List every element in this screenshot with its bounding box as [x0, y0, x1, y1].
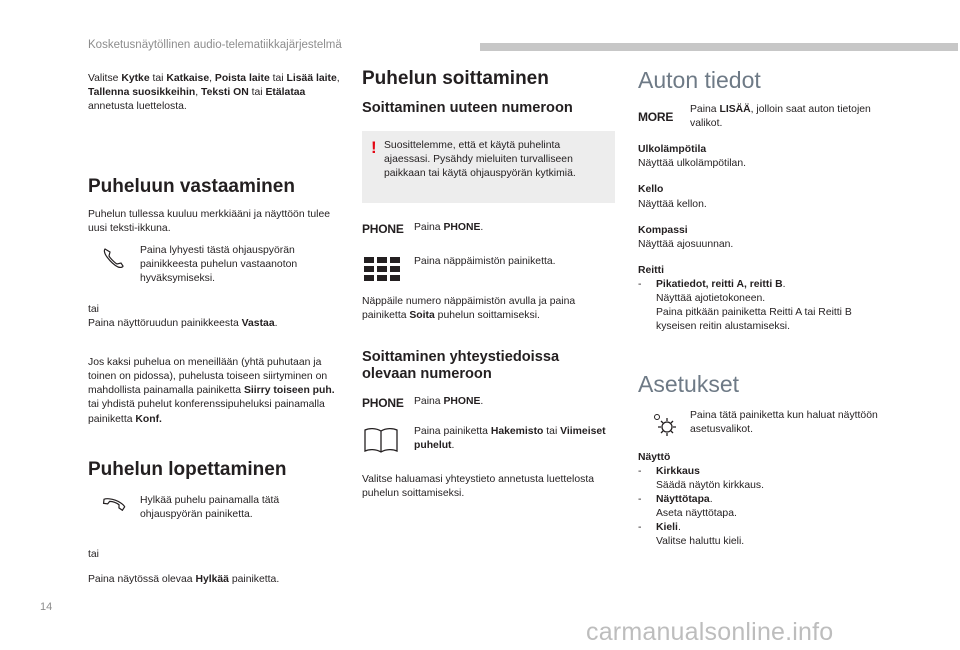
text-run: ,: [209, 73, 215, 84]
car-info-item: [638, 183, 890, 211]
end-alt-text: [88, 573, 340, 587]
text-run: Paina painiketta: [414, 425, 491, 437]
phone-row-1-text: [414, 221, 483, 235]
text-run: Jos kaksi puhelua on meneillään (yhtä puhutaan ja toinen on pidossa), puhelusta toiseen siirtyminen on mahdollista painamalla painiketta: [88, 357, 328, 397]
column-middle: [362, 68, 615, 501]
column-right: [638, 68, 890, 550]
bold-run: PHONE: [443, 395, 481, 407]
settings-icon-row: [638, 409, 890, 439]
more-icon: [638, 103, 690, 125]
settings-item-content: [656, 521, 744, 549]
answer-heading: Puheluun vastaaminen: [88, 176, 295, 198]
text-run: tai: [149, 73, 167, 84]
header-bar: [480, 43, 958, 51]
item-text: Näyttää ajosuunnan.: [638, 238, 734, 250]
phone-icon-label: PHONE: [362, 221, 404, 236]
text-run: .: [677, 522, 681, 534]
text-run: , jolloin saat auton tietojen valikot.: [690, 104, 871, 130]
text-run: painiketta.: [228, 573, 280, 585]
route-label: Reitti: [638, 264, 664, 276]
answer-icon-row: [88, 244, 340, 286]
route-dash-row: [638, 278, 890, 334]
settings-list-item: [638, 493, 890, 521]
text-run: .: [782, 278, 786, 290]
text-run: tai yhdistä puhelut konferenssipuheluksi painamalla painiketta: [88, 399, 325, 425]
phone-icon: [362, 221, 414, 237]
phone-row-2: [362, 395, 615, 411]
bold-run: Kieli: [656, 522, 678, 534]
car-info-item: [638, 224, 890, 252]
phone-row-2-text: [414, 395, 483, 409]
page-number: 14: [40, 601, 53, 613]
item-text: Näyttää kellon.: [638, 198, 707, 210]
bold-run: Etälataa: [265, 87, 306, 99]
text-run: Paina näyttöruudun painikkeesta: [88, 318, 242, 330]
bold-run: Viimeiset puhelut: [414, 425, 606, 451]
bold-run: LISÄÄ: [719, 104, 751, 116]
dash: -: [638, 466, 642, 478]
text-run: .: [451, 439, 455, 451]
bold-run: Kytke: [121, 73, 150, 84]
text-run: tai: [269, 73, 287, 84]
settings-item-content: [656, 493, 737, 521]
settings-item-text: Aseta näyttötapa.: [656, 508, 737, 520]
bold-run: Poista laite: [214, 73, 270, 84]
text-run: Paina: [690, 104, 720, 116]
text-run: Paina: [414, 221, 444, 233]
route-line2: Paina pitkään painiketta Reitti A tai Reitti B kyseisen reitin alustamiseksi.: [656, 306, 852, 332]
select-contact-text: Valitse haluamasi yhteystieto annetusta luettelosta puhelun soittamiseksi.: [362, 473, 595, 499]
settings-item-text: Valitse haluttu kieli.: [656, 536, 745, 548]
answer-or: tai: [88, 304, 99, 316]
bold-run: Siirry toiseen puh.: [243, 385, 335, 397]
settings-heading: Asetukset: [638, 370, 739, 397]
book-icon: [362, 425, 414, 455]
contact-heading: Soittaminen yhteystiedoissa olevaan numeroon: [362, 349, 560, 382]
route-title: [656, 278, 890, 292]
bold-run: Kirkkaus: [656, 466, 700, 478]
phone-icon-label: PHONE: [362, 395, 404, 410]
text-run: Näppäile numero näppäimistön avulla ja paina painiketta: [362, 295, 576, 321]
bold-run: Tallenna suosikkeihin: [88, 87, 196, 99]
bold-run: Hylkää: [195, 573, 229, 585]
bold-run: PHONE: [443, 221, 481, 233]
text-run: puhelun soittamiseksi.: [434, 310, 540, 321]
text-run: ,: [336, 73, 340, 84]
new-number-heading: Soittaminen uuteen numeroon: [362, 99, 573, 116]
item-label: Kello: [638, 184, 664, 196]
text-run: Valitse: [88, 73, 122, 84]
text-run: ,: [195, 87, 201, 99]
item-label: Ulkolämpötila: [638, 144, 707, 156]
watermark: carmanualsonline.info: [586, 618, 834, 646]
bold-run: Lisää laite: [286, 73, 337, 84]
running-header: Kosketusnäytöllinen audio-telematiikkajärjestelmä: [88, 39, 342, 51]
text-run: .: [480, 221, 484, 233]
bold-run: Vastaa: [241, 318, 275, 330]
text-run: .: [274, 318, 278, 330]
answer-icon-text: Paina lyhyesti tästä ohjauspyörän painikkeesta puhelun vastaanoton hyväksymiseksi.: [140, 245, 298, 285]
route-content: [656, 278, 890, 334]
car-info-heading: Auton tiedot: [638, 67, 761, 93]
bold-run: Pikatiedot, reitti A, reitti B: [656, 278, 783, 290]
text-run: Paina näytössä olevaa: [88, 573, 196, 585]
phone-row-1: [362, 221, 615, 237]
more-icon-label: MORE: [638, 110, 674, 125]
bold-run: Soita: [409, 310, 435, 321]
end-or: tai: [88, 549, 99, 561]
handset-answer-icon: [88, 244, 140, 270]
bold-run: Katkaise: [166, 73, 210, 84]
settings-item-text: Säädä näytön kirkkaus.: [656, 480, 765, 492]
text-run: .: [709, 494, 713, 506]
call-heading: Puhelun soittaminen: [362, 68, 549, 89]
settings-list-item: [638, 465, 890, 493]
book-row: [362, 425, 615, 455]
text-run: tai: [543, 425, 561, 437]
end-icon-text: Hylkää puhelu painamalla tätä ohjauspyörän painiketta.: [140, 495, 280, 521]
settings-list-item: [638, 521, 890, 549]
warning-icon: !: [371, 137, 377, 157]
answer-text: Puhelun tullessa kuuluu merkkiääni ja näyttöön tulee uusi teksti-ikkuna.: [88, 208, 331, 235]
bold-run: Hakemisto: [490, 425, 544, 437]
keypad-icon: [362, 255, 414, 285]
text-run: annetusta luettelosta.: [88, 101, 187, 113]
settings-item-title: [656, 493, 737, 507]
keypad-row: [362, 255, 615, 285]
settings-item-title: [656, 521, 744, 535]
dial-text: [362, 295, 615, 323]
item-label: Kompassi: [638, 224, 688, 236]
safety-alert: [362, 131, 615, 203]
column-left: [88, 68, 340, 587]
car-info-item: [638, 143, 890, 171]
dash: -: [638, 494, 642, 506]
settings-icon-text: Paina tätä painiketta kun haluat näyttöön asetusvalikot.: [690, 410, 878, 436]
alert-text: Suosittelemme, että et käytä puhelinta ajaessasi. Pysähdy mieluiten turvalliseen paikkaan tai käytä ohjauspyörän kytkimiä.: [384, 139, 576, 179]
text-run: tai: [248, 87, 266, 99]
end-heading: Puhelun lopettaminen: [88, 458, 287, 480]
text-run: .: [480, 395, 484, 407]
end-icon-row: [88, 494, 340, 522]
display-label: Näyttö: [638, 452, 671, 464]
route-line1: Näyttää ajotietokoneen.: [656, 292, 766, 304]
bold-run: Teksti ON: [201, 87, 249, 99]
book-text: [414, 425, 615, 453]
gear-icon: [638, 409, 690, 439]
answer-alt-text: [88, 317, 340, 331]
dash: -: [638, 278, 642, 290]
keypad-text: Paina näppäimistön painiketta.: [414, 255, 556, 267]
settings-item-content: [656, 465, 764, 493]
phone-icon: [362, 395, 414, 411]
conference-text: [88, 356, 340, 426]
handset-hangup-icon: [88, 494, 140, 516]
route-item: [638, 264, 890, 334]
more-row: [638, 103, 890, 131]
more-text: [690, 103, 890, 131]
bold-run: Näyttötapa: [656, 494, 710, 506]
settings-item-title: [656, 465, 764, 479]
intro-text: [88, 72, 340, 114]
item-text: Näyttää ulkolämpötilan.: [638, 158, 747, 170]
text-run: Paina: [414, 395, 444, 407]
bold-run: Konf.: [135, 413, 162, 425]
dash: -: [638, 522, 642, 534]
